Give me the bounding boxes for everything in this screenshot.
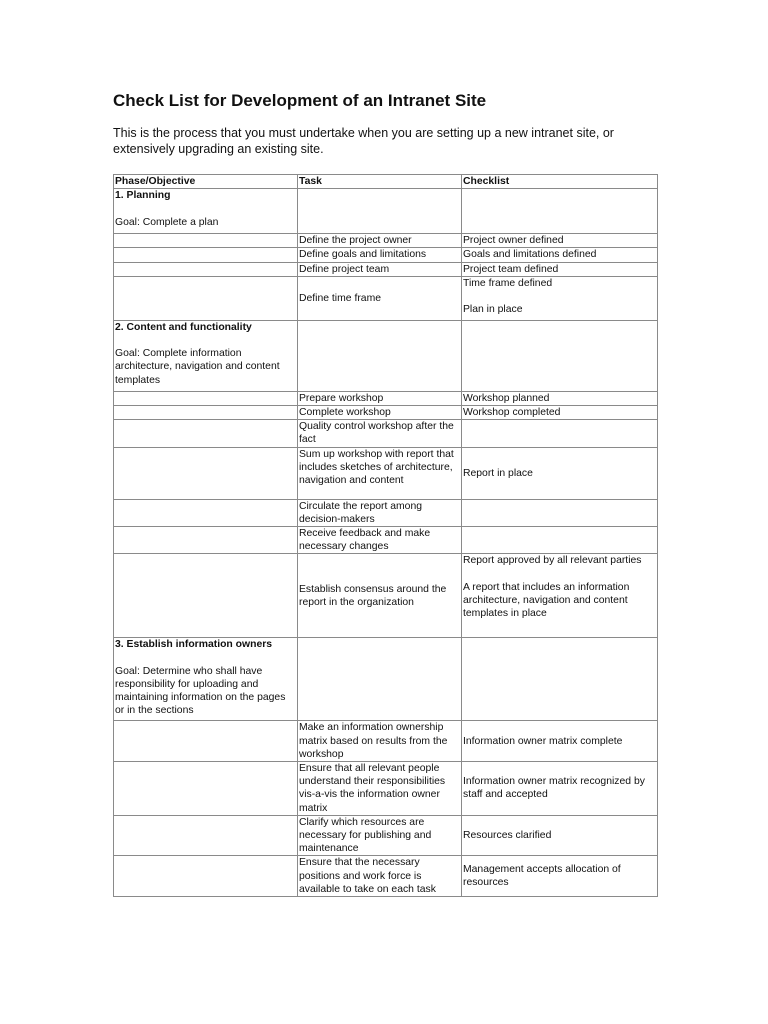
checklist-item: Time frame defined [463, 277, 553, 289]
phase-title: 3. Establish information owners [115, 639, 273, 651]
task-cell: Define time frame [298, 276, 462, 320]
task-cell: Define project team [298, 262, 462, 276]
checklist-cell [462, 320, 658, 391]
phase-cell [114, 262, 298, 276]
phase-cell [114, 815, 298, 856]
table-row [114, 554, 658, 638]
table-row [114, 499, 658, 526]
phase-goal: Goal: Complete a plan [115, 216, 219, 228]
checklist-table [113, 174, 658, 897]
phase-cell [114, 554, 298, 638]
checklist-item: Report approved by all relevant parties [463, 555, 642, 567]
phase-cell [114, 276, 298, 320]
phase-row-planning [114, 189, 658, 234]
phase-cell [114, 248, 298, 262]
checklist-item: A report that includes an information architecture, navigation and content templates in place [463, 581, 630, 620]
checklist-cell: Project owner defined [462, 234, 658, 248]
phase-title: 1. Planning [115, 190, 171, 202]
table-row [114, 391, 658, 405]
phase-cell [114, 721, 298, 762]
intro-paragraph: This is the process that you must undertake when you are setting up a new intranet site, or extensively upgrading an existing site. [113, 126, 614, 156]
checklist-cell [462, 638, 658, 721]
task-cell: Ensure that the necessary positions and work force is available to take on each task [298, 856, 462, 897]
table-header-row [114, 175, 658, 189]
table-row [114, 276, 658, 320]
checklist-cell: Goals and limitations defined [462, 248, 658, 262]
header-phase: Phase/Objective [114, 175, 298, 189]
task-cell: Sum up workshop with report that includes sketches of architecture, navigation and content [298, 447, 462, 499]
checklist-cell [462, 276, 658, 320]
checklist-cell: Information owner matrix complete [462, 721, 658, 762]
task-cell: Define goals and limitations [298, 248, 462, 262]
task-cell: Clarify which resources are necessary for publishing and maintenance [298, 815, 462, 856]
phase-row-content [114, 320, 658, 391]
task-cell [298, 638, 462, 721]
phase-cell [114, 406, 298, 420]
table-row [114, 248, 658, 262]
checklist-cell: Workshop planned [462, 391, 658, 405]
document-title: Check List for Development of an Intranet Site [113, 91, 487, 110]
task-cell: Complete workshop [298, 406, 462, 420]
header-task: Task [298, 175, 462, 189]
phase-cell [114, 320, 298, 391]
phase-cell [114, 234, 298, 248]
table-row [114, 420, 658, 447]
header-checklist: Checklist [462, 175, 658, 189]
table-row [114, 447, 658, 499]
task-cell: Ensure that all relevant people understand their responsibilities vis-a-vis the information owner matrix [298, 762, 462, 816]
phase-cell [114, 189, 298, 234]
checklist-item: Plan in place [463, 304, 523, 316]
checklist-cell [462, 499, 658, 526]
checklist-cell [462, 554, 658, 638]
phase-goal: Goal: Determine who shall have responsibility for uploading and maintaining information on the pages or in the sections [115, 665, 286, 717]
table-row [114, 762, 658, 816]
task-cell: Circulate the report among decision-makers [298, 499, 462, 526]
task-cell [298, 189, 462, 234]
checklist-cell: Project team defined [462, 262, 658, 276]
checklist-cell: Management accepts allocation of resources [462, 856, 658, 897]
phase-cell [114, 391, 298, 405]
checklist-cell: Report in place [462, 447, 658, 499]
task-cell: Receive feedback and make necessary changes [298, 527, 462, 554]
task-cell [298, 320, 462, 391]
checklist-cell [462, 527, 658, 554]
checklist-cell: Workshop completed [462, 406, 658, 420]
table-row [114, 406, 658, 420]
phase-goal: Goal: Complete information architecture, navigation and content templates [115, 348, 280, 386]
phase-title: 2. Content and functionality [115, 321, 252, 333]
phase-cell [114, 856, 298, 897]
phase-cell [114, 499, 298, 526]
table-row [114, 234, 658, 248]
task-cell: Quality control workshop after the fact [298, 420, 462, 447]
task-cell: Prepare workshop [298, 391, 462, 405]
phase-row-owners [114, 638, 658, 721]
phase-cell [114, 762, 298, 816]
table-row [114, 262, 658, 276]
checklist-cell: Resources clarified [462, 815, 658, 856]
checklist-cell [462, 189, 658, 234]
table-row [114, 815, 658, 856]
table-row [114, 527, 658, 554]
task-cell: Define the project owner [298, 234, 462, 248]
task-cell: Establish consensus around the report in the organization [298, 554, 462, 638]
phase-cell [114, 420, 298, 447]
checklist-cell: Information owner matrix recognized by staff and accepted [462, 762, 658, 816]
phase-cell [114, 527, 298, 554]
phase-cell [114, 638, 298, 721]
checklist-cell [462, 420, 658, 447]
phase-cell [114, 447, 298, 499]
table-row [114, 856, 658, 897]
table-row [114, 721, 658, 762]
task-cell: Make an information ownership matrix based on results from the workshop [298, 721, 462, 762]
